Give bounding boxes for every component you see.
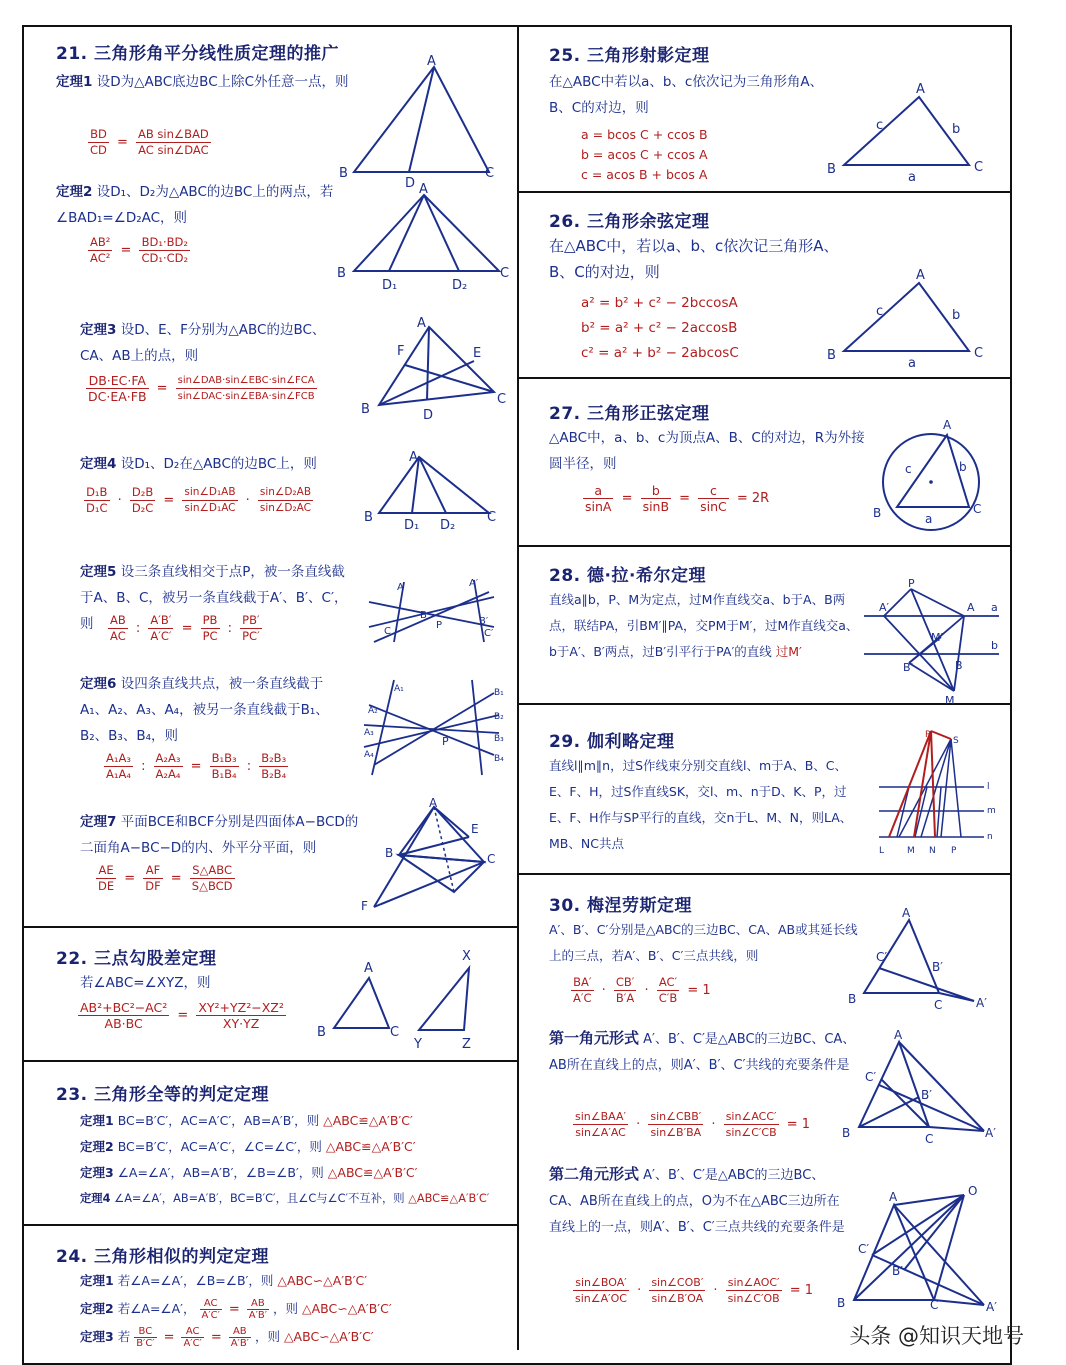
svg-text:m: m [987, 806, 996, 816]
theorem-label: 定理4 [80, 456, 117, 472]
svg-text:A₄: A₄ [364, 750, 374, 760]
svg-text:A′: A′ [976, 996, 987, 1010]
formula-21-5: $\frac{AB}{AC}$ : $\frac{A'B'}{A'C'}$ = $\frac{PB}{PC}$ : $\frac{PB'}{PC'}$ [110, 613, 260, 643]
section-26 [519, 193, 1010, 379]
congruence-row: 定理1 BC=B′C′，AC=A′C′，AB=A′B′，则 △ABC≌△A′B′C′ [80, 1113, 413, 1128]
svg-text:A: A [427, 54, 436, 69]
theorem-label: 定理2 [56, 184, 93, 200]
svg-text:B: B [873, 506, 882, 520]
svg-text:C: C [497, 392, 507, 407]
svg-text:a: a [908, 356, 916, 371]
section-27-title: 27. 三角形正弦定理 [549, 404, 710, 424]
theorem-text: 设D₁、D₂为△ABC的边BC上的两点，若∠BAD₁=∠D₂AC，则 [56, 184, 334, 226]
formula-21-7: $\frac{AE}{DE}$ = $\frac{AF}{DF}$ = $\frac{\text{S△ABC}}{\text{S△BCD}}$ [98, 863, 233, 893]
section-29 [519, 705, 1010, 875]
congruence-row: 定理4 ∠A=∠A′，AB=A′B′，BC=B′C′，且∠C与∠C′不互补，则 △ABC≌△A′B′C′ [80, 1192, 490, 1205]
svg-text:D₂: D₂ [452, 278, 468, 293]
section-22 [24, 928, 517, 1062]
svg-text:F: F [361, 899, 368, 913]
section-24-title: 24. 三角形相似的判定定理 [56, 1247, 270, 1267]
figure-28 [859, 577, 1009, 707]
figure-30-2 [839, 1027, 1004, 1152]
section-30 [519, 875, 1010, 1350]
svg-text:C′: C′ [876, 950, 888, 964]
section-29-text: 直线l∥m∥n，过S作线束分别交直线l、m于A、B、C、E、F、H，过S作直线SK，交l、m、n于D、K、P，过E、F、H作与SP平行的直线，交n于L、M、N，则LA、MB、NC共点 [549, 758, 853, 851]
svg-text:C: C [973, 502, 982, 516]
svg-text:A: A [419, 182, 428, 197]
svg-text:C′: C′ [865, 1070, 877, 1084]
section-25-title: 25. 三角形射影定理 [549, 46, 710, 66]
figure-21-2 [334, 182, 510, 300]
theorem-label: 定理7 [80, 814, 117, 830]
svg-text:B: B [827, 348, 836, 363]
svg-text:a: a [908, 170, 916, 185]
svg-text:C′: C′ [484, 628, 494, 639]
svg-text:E: E [473, 346, 482, 361]
theorem-21-2 [56, 179, 356, 231]
figure-21-1 [339, 54, 499, 191]
formula-21-4: $\frac{\text{D₁B}}{\text{D₁C}}$ · $\frac{\text{D₂B}}{\text{D₂C}}$ = $\frac{\text{sin∠D₁AB}}{\text{sin∠D₁AC}}$ · $\frac{\text{sin∠D₂AB}}{\text{sin∠D₂AC}}$ [86, 485, 312, 515]
svg-text:P: P [436, 620, 443, 631]
svg-text:B: B [361, 402, 370, 417]
svg-text:C: C [930, 1298, 939, 1312]
svg-text:Y: Y [414, 1037, 422, 1052]
svg-text:c: c [876, 304, 884, 319]
section-22-text: 若∠ABC=∠XYZ，则 [80, 975, 211, 991]
formula-30-second: $\frac{\text{sin∠BOA′}}{\sin\angle A'OC}$ · $\frac{\text{sin∠COB′}}{\sin\angle B'OA}$ · $\frac{\text{sin∠AOC′}}{\sin\angle C'OB}$ = 1 [575, 1276, 814, 1305]
formula-27: $\frac{a}{\sin A}$ = $\frac{b}{\sin B}$ = $\frac{c}{\sin C}$ = 2R [585, 483, 770, 514]
figure-29 [869, 729, 999, 864]
svg-text:B: B [842, 1126, 851, 1140]
svg-text:C: C [934, 998, 943, 1012]
formula-30-menelaus: $\frac{BA'}{A'C}$ · $\frac{CB'}{B'A}$ · $\frac{AC'}{C'B}$ = 1 [573, 975, 711, 1005]
svg-text:C: C [974, 346, 984, 361]
svg-text:C′: C′ [858, 1242, 870, 1256]
svg-text:A: A [916, 82, 925, 97]
svg-text:A′: A′ [469, 578, 479, 589]
svg-text:B: B [420, 610, 427, 621]
theorem-text: 设三条直线相交于点P，被一条直线截于A、B、C，被另一条直线截于A′、B′、C′，则 [80, 564, 348, 632]
svg-text:B: B [337, 266, 346, 281]
theorem-text: 平面BCE和BCF分别是四面体A−BCD的二面角A−BC−D的内、外平分平面，则 [80, 814, 359, 856]
first-angle-form: 第一角元形式 A′、B′、C′是△ABC的三边BC、CA、AB所在直线上的点，则A′、B′、C′共线的充要条件是 [549, 1029, 856, 1073]
svg-text:C: C [384, 626, 391, 637]
theorem-text: 设D为△ABC底边BC上除C外任意一点，则 [96, 74, 349, 90]
theorem-text: 设四条直线共点，被一条直线截于A₁、A₂、A₃、A₄，被另一条直线截于B₁、B₂、B₃、B₄，则 [80, 676, 329, 744]
figure-30-1 [844, 905, 1004, 1015]
section-26-text: 在△ABC中，若以a、b、c依次记三角形A、B、C的对边，则 [549, 237, 839, 281]
cosine-equations [581, 291, 739, 366]
section-23 [24, 1062, 517, 1226]
svg-text:n: n [987, 832, 993, 842]
svg-text:A: A [409, 450, 418, 465]
equation: a = bcos C + ccos B [581, 127, 708, 142]
svg-text:b: b [991, 639, 998, 652]
equation: a² = b² + c² − 2bccosA [581, 295, 738, 311]
theorem-21-6 [80, 671, 350, 749]
svg-text:C: C [390, 1025, 400, 1040]
svg-text:P: P [442, 735, 449, 748]
svg-text:b: b [959, 460, 967, 474]
svg-text:B₁: B₁ [494, 688, 504, 698]
figure-26 [824, 263, 994, 373]
svg-text:B: B [364, 510, 373, 525]
svg-text:B′: B′ [892, 1264, 903, 1278]
congruence-row: 定理2 BC=B′C′，AC=A′C′，∠C=∠C′，则 △ABC≌△A′B′C′ [80, 1139, 416, 1154]
theorem-text: 设D、E、F分别为△ABC的边BC、CA、AB上的点，则 [80, 322, 326, 364]
formula-21-1: $\frac{BD}{CD}$ = $\frac{\text{AB sin∠BAD}}{\text{AC sin∠DAC}}$ [90, 127, 209, 157]
congruence-row: 定理3 ∠A=∠A′，AB=A′B′，∠B=∠B′，则 △ABC≌△A′B′C′ [80, 1165, 418, 1180]
section-27 [519, 379, 1010, 547]
svg-text:B₂: B₂ [494, 712, 504, 722]
svg-text:A: A [894, 1028, 903, 1042]
svg-text:B′: B′ [479, 616, 489, 627]
svg-text:S: S [953, 736, 959, 746]
svg-text:D: D [405, 176, 416, 191]
figure-21-6 [354, 675, 509, 780]
svg-text:B: B [827, 162, 836, 177]
formula-22: $\frac{\text{AB²+BC²−AC²}}{AB\cdot BC}$ = $\frac{\text{XY²+YZ²−XZ²}}{XY\cdot YZ}$ [80, 1000, 284, 1031]
svg-text:A: A [967, 601, 975, 614]
svg-text:D₁: D₁ [404, 518, 420, 533]
section-30-title: 30. 梅涅劳斯定理 [549, 896, 693, 916]
svg-text:b: b [952, 122, 961, 137]
theorem-label: 定理1 [56, 74, 93, 90]
section-29-title: 29. 伽利略定理 [549, 732, 675, 752]
similarity-row-3: 定理3 若 $\frac{BC}{B'C'}$ = $\frac{AC}{A'C'}$ = $\frac{AB}{A'B'}$ ，则 △ABC∽△A′B′C′ [80, 1326, 374, 1349]
section-25 [519, 27, 1010, 193]
svg-text:C: C [974, 160, 984, 175]
equation: c² = a² + b² − 2abcosC [581, 345, 739, 361]
section-30-text: A′、B′、C′分别是△ABC的三边BC、CA、AB或其延长线上的三点，若A′、B′、C′三点共线，则 [549, 922, 858, 963]
svg-text:c: c [876, 118, 884, 133]
svg-text:A: A [916, 268, 925, 283]
svg-text:A: A [902, 906, 911, 920]
theorem-label: 定理6 [80, 676, 117, 692]
svg-text:C: C [487, 852, 496, 866]
svg-text:A: A [397, 582, 404, 593]
svg-text:D: D [423, 408, 434, 423]
similarity-row-2: 定理2 若∠A=∠A′， $\frac{AC}{A'C'}$ = $\frac{AB}{A'B'}$ ，则 △ABC∽△A′B′C′ [80, 1298, 392, 1321]
svg-text:A: A [417, 316, 426, 331]
figure-21-3 [359, 317, 509, 422]
figure-21-4 [364, 447, 504, 532]
svg-text:c: c [905, 462, 912, 476]
figure-21-5 [364, 572, 504, 652]
svg-text:A′: A′ [985, 1126, 996, 1140]
theorem-label: 定理3 [80, 322, 117, 338]
theorem-text: 设D₁、D₂在△ABC的边BC上，则 [120, 456, 317, 472]
theorem-21-3 [80, 317, 340, 369]
svg-text:C: C [925, 1132, 934, 1146]
watermark: 头条 @知识天地号 [849, 1324, 1024, 1348]
svg-text:C: C [500, 266, 510, 281]
section-28-text: 直线a∥b，P、M为定点，过M作直线交a、b于A、B两点，联结PA，引BM′∥PA，交PM于M′，过M作直线交a、b于A′、B′两点，过B′引平行于PA′的直线 过M′ [549, 592, 859, 659]
figure-27 [869, 407, 999, 537]
equation: c = acos B + bcos A [581, 167, 708, 182]
svg-text:a: a [925, 512, 933, 526]
svg-text:X: X [462, 949, 471, 964]
svg-text:B′: B′ [932, 960, 943, 974]
svg-text:M: M [945, 694, 955, 707]
section-28 [519, 547, 1010, 705]
svg-text:E: E [471, 822, 479, 836]
svg-text:B: B [339, 166, 348, 181]
theorem-21-4 [80, 451, 360, 477]
svg-text:O: O [968, 1184, 978, 1198]
svg-text:A₂: A₂ [368, 706, 378, 716]
svg-text:F: F [397, 344, 405, 359]
svg-text:C: C [487, 510, 497, 525]
svg-text:B′: B′ [903, 661, 914, 674]
theorem-label: 定理5 [80, 564, 117, 580]
section-21-title: 21. 三角形角平分线性质定理的推广 [56, 44, 340, 64]
svg-text:C: C [485, 166, 495, 181]
second-angle-form: 第二角元形式 A′、B′、C′是△ABC的三边BC、CA、AB所在直线上的点，O为不在△ABC三边所在直线上的一点，则A′、B′、C′三点共线的充要条件是 [549, 1165, 845, 1235]
svg-text:B: B [385, 846, 394, 860]
svg-text:A: A [364, 961, 373, 976]
section-28-title: 28. 德·拉·希尔定理 [549, 566, 706, 586]
svg-text:Z: Z [462, 1037, 471, 1052]
section-25-text: 在△ABC中若以a、b、c依次记为三角形角A、B、C的对边，则 [549, 74, 824, 116]
section-21 [24, 27, 517, 928]
figure-30-3 [834, 1175, 1004, 1314]
formula-21-2: $\frac{\text{AB²}}{\text{AC²}}$ = $\frac{\text{BD₁·BD₂}}{\text{CD₁·CD₂}}$ [90, 235, 189, 265]
equation: b = acos C + ccos A [581, 147, 708, 162]
svg-text:B: B [837, 1296, 846, 1310]
figure-22 [314, 938, 494, 1053]
svg-text:P: P [951, 846, 957, 856]
figure-25 [824, 77, 994, 187]
svg-text:l: l [987, 782, 990, 792]
section-24 [24, 1226, 517, 1351]
svg-text:M′: M′ [931, 631, 943, 644]
section-23-title: 23. 三角形全等的判定定理 [56, 1085, 270, 1105]
theorem-21-1 [56, 69, 356, 95]
congruence-list [80, 1108, 520, 1212]
svg-text:D₂: D₂ [440, 518, 456, 533]
svg-text:B₄: B₄ [494, 754, 504, 764]
svg-text:M: M [907, 846, 915, 856]
section-26-title: 26. 三角形余弦定理 [549, 212, 710, 232]
formula-21-3: $\frac{DB\cdot EC\cdot FA}{DC\cdot EA\cdot FB}$ = $\frac{\text{sin∠DAB·sin∠EBC·sin∠FCA}}{\text{sin∠DAC·sin∠EBA·sin∠FCB}}$ [88, 373, 315, 404]
svg-text:A₃: A₃ [364, 728, 374, 738]
equation: b² = a² + c² − 2accosB [581, 320, 738, 336]
svg-text:a: a [991, 601, 998, 614]
svg-text:A′: A′ [879, 601, 890, 614]
svg-text:A′: A′ [986, 1300, 997, 1314]
svg-text:B₃: B₃ [494, 734, 504, 744]
svg-text:B: B [955, 659, 963, 672]
projection-equations [581, 125, 708, 185]
formula-30-first: $\frac{\text{sin∠BAA′}}{\sin\angle A'AC}$ · $\frac{\text{sin∠CBB′}}{\sin\angle B'BA}$ · $\frac{\text{sin∠ACC′}}{\sin\angle C'CB}$ = 1 [575, 1110, 811, 1139]
svg-text:D₁: D₁ [382, 278, 398, 293]
svg-text:R: R [925, 730, 932, 740]
section-22-title: 22. 三点勾股差定理 [56, 949, 217, 969]
svg-text:A: A [429, 796, 438, 810]
svg-text:P: P [908, 577, 915, 590]
svg-text:b: b [952, 308, 961, 323]
svg-text:L: L [879, 846, 885, 856]
formula-21-6: $\frac{\text{A₁A₃}}{\text{A₁A₄}}$ : $\frac{\text{A₂A₃}}{\text{A₂A₄}}$ = $\frac{\text{B₁B₃}}{\text{B₁B₄}}$ : $\frac{\text{B₂B₃}}{\text{B₂B₄}}$ [106, 751, 287, 781]
svg-text:A₁: A₁ [394, 684, 404, 694]
similarity-row-1: 定理1 若∠A=∠A′，∠B=∠B′，则 △ABC∽△A′B′C′ [80, 1273, 368, 1288]
figure-21-7 [359, 797, 509, 917]
svg-text:A: A [889, 1190, 898, 1204]
svg-text:B: B [848, 992, 857, 1006]
svg-text:N: N [929, 846, 936, 856]
theorem-21-7 [80, 809, 370, 861]
svg-text:B: B [317, 1025, 326, 1040]
section-27-text: △ABC中，a、b、c为顶点A、B、C的对边，R为外接圆半径，则 [549, 430, 865, 472]
svg-text:A: A [943, 418, 952, 432]
svg-text:B′: B′ [921, 1088, 932, 1102]
